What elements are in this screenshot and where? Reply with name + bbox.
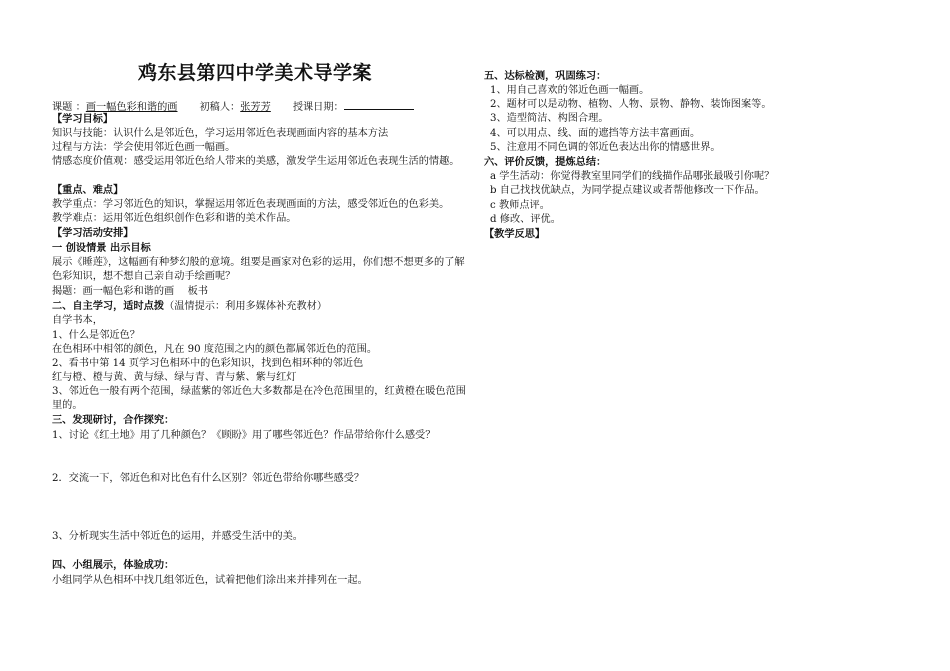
date-label: 授课日期： — [292, 102, 344, 113]
section3-question1: 1、讨论《红土地》用了几种颜色？《顾盼》用了哪些邻近色？作品带给你什么感受？ — [52, 430, 436, 441]
reflection-heading: 【教学反思】 — [484, 229, 546, 240]
key-points-heading: 【重点、难点】 — [52, 185, 124, 196]
section2-hint: （温情提示：利用多媒体补充教材） — [164, 301, 328, 312]
section2-line3: 在色相环中相邻的颜色，凡在 90 度范围之内的颜色都属邻近色的范围。 — [52, 344, 378, 355]
section6-item: a 学生活动：你觉得教室里同学们的线描作品哪张最吸引你呢？ — [490, 171, 775, 182]
section5-item: 2、题材可以是动物、植物、人物、景物、静物、装饰图案等。 — [490, 99, 772, 110]
goal-emotion: 情感态度价值观：感受运用邻近色给人带来的美感，激发学生运用邻近色表现生活的情趣。 — [52, 156, 460, 167]
section3-question2: 2．交流一下，邻近色和对比色有什么区别？邻近色带给你哪些感受？ — [52, 473, 365, 484]
section2-line6: 3、邻近色一般有两个范围，绿蓝紫的邻近色大多数都是在冷色范围里的，红黄橙在暖色范围里的。 — [52, 386, 466, 411]
section5-item: 5、注意用不同色调的邻近色表达出你的情感世界。 — [490, 142, 721, 153]
lesson-topic: 画一幅色彩和谐的画 — [85, 102, 178, 113]
section2-line4: 2、看书中第 14 页学习色相环中的色彩知识，找到色相环种的邻近色 — [52, 358, 364, 369]
section6-item: d 修改、评优。 — [490, 214, 561, 225]
goal-knowledge: 知识与技能：认识什么是邻近色，学习运用邻近色表现画面内容的基本方法 — [52, 128, 389, 139]
section1-text: 展示《睡莲》，这幅画有种梦幻般的意境。组要是画家对色彩的运用，你们想不想更多的了解色彩知识，想不想自己亲自动手绘画呢？ — [52, 257, 465, 282]
goal-process: 过程与方法：学会使用邻近色画一幅画。 — [52, 142, 236, 153]
section2-line5: 红与橙、橙与黄、黄与绿、绿与青、青与紫、紫与红灯 — [52, 372, 297, 383]
section2-heading-line — [52, 300, 327, 314]
section6-item: b 自己找找优缺点，为同学提点建议或者帮他修改一下作品。 — [490, 185, 765, 196]
section1-reveal: 揭题：画一幅色彩和谐的画 板书 — [52, 286, 209, 297]
activity-heading: 【学习活动安排】 — [52, 228, 134, 239]
section3-question3: 3、分析现实生活中邻近色的运用，并感受生活中的美。 — [52, 531, 303, 542]
section6-item: c 教师点评。 — [490, 200, 550, 211]
section1-heading: 一 创设情景 出示目标 — [52, 243, 151, 254]
section5-item: 4、可以用点、线、面的遮挡等方法丰富画面。 — [490, 128, 701, 139]
difficult-point: 教学难点：运用邻近色组织创作色彩和谐的美术作品。 — [52, 213, 297, 224]
section4-text: 小组同学从色相环中找几组邻近色，试着把他们涂出来并排列在一起。 — [52, 575, 368, 586]
section5-heading: 五、达标检测，巩固练习： — [484, 71, 607, 82]
section4-heading: 四、小组展示，体验成功： — [52, 560, 175, 571]
goals-heading: 【学习目标】 — [52, 114, 114, 125]
author-name: 张芳芳 — [240, 102, 271, 113]
date-blank — [344, 99, 414, 110]
section2-line1: 自学书本， — [52, 315, 103, 326]
topic-label: 课题 ： — [52, 102, 86, 113]
section5-item: 3、造型简洁、构图合理。 — [490, 113, 609, 124]
section2-heading: 二、自主学习，适时点拨 — [52, 301, 165, 312]
section6-heading: 六、评价反馈，提炼总结： — [484, 157, 607, 168]
author-label: 初稿人： — [199, 102, 241, 113]
key-point: 教学重点：学习邻近色的知识，掌握运用邻近色表现画面的方法，感受邻近色的色彩美。 — [52, 199, 450, 210]
page-title: 鸡东县第四中学美术导学案 — [138, 62, 373, 84]
section2-line2: 1、什么是邻近色？ — [52, 330, 140, 341]
section5-item: 1、用自己喜欢的邻近色画一幅画。 — [490, 85, 650, 96]
section3-heading: 三、发现研讨，合作探究： — [52, 415, 175, 426]
